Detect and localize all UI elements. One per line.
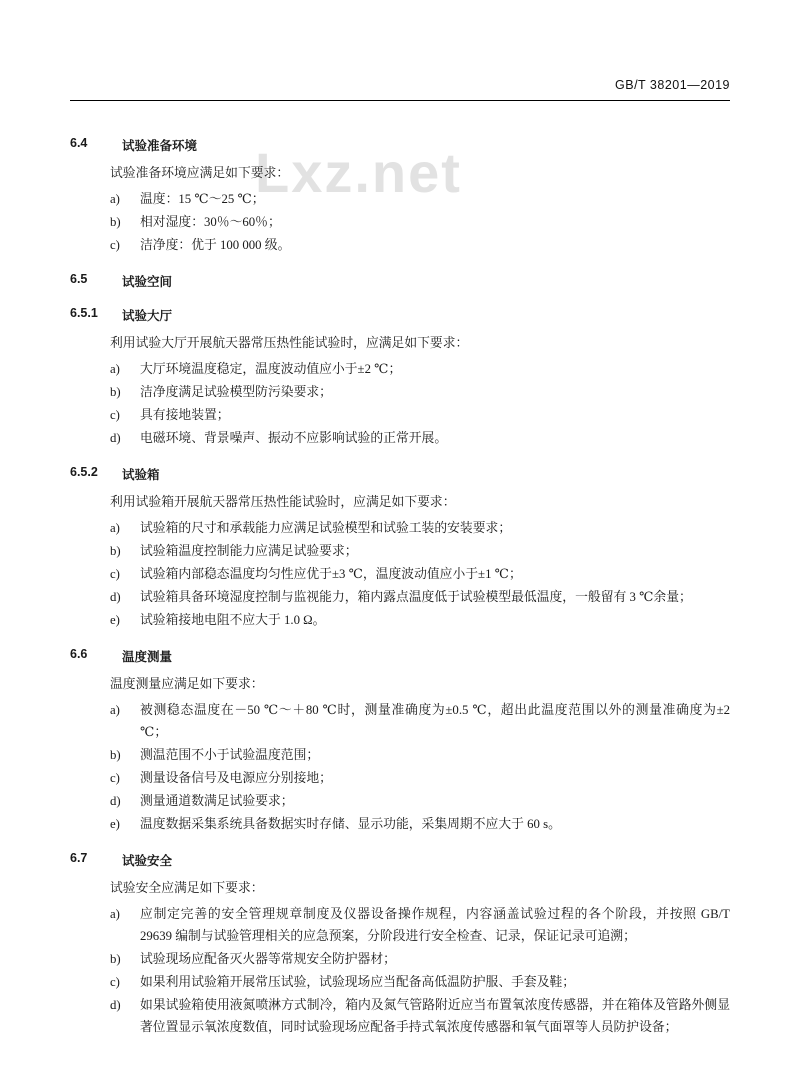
list-item-marker: d) [110,431,121,445]
list-item-text: 测量设备信号及电源应分别接地； [140,771,332,785]
list-item-text: 洁净度：优于 100 000 级。 [140,238,291,252]
list-item [110,358,730,380]
section-title: 温度测量 [122,650,173,664]
section-list [110,903,730,1038]
list-item-marker: d) [110,998,121,1012]
list-item-text: 应制定完善的安全管理规章制度及仪器设备操作规程，内容涵盖试验过程的各个阶段，并按照 GB/T 29639 编制与试验管理相关的应急预案，分阶段进行安全检查、记录，保证记录可追溯； [140,907,730,943]
section-heading [70,136,730,154]
section-list [110,699,730,835]
header-divider [70,100,730,101]
list-item-text: 如果试验箱使用液氮喷淋方式制冷，箱内及氮气管路附近应当布置氧浓度传感器，并在箱体及管路外侧显著位置显示氧浓度数值，同时试验现场应配备手持式氧浓度传感器和氧气面罩等人员防护设备； [140,998,730,1034]
list-item-marker: e) [110,817,120,831]
list-item [110,188,730,210]
list-item [110,427,730,449]
list-item [110,609,730,631]
list-item [110,381,730,403]
section-title: 试验大厅 [122,309,173,323]
section-list [110,358,730,449]
section-heading [70,272,730,290]
section-number: 6.4 [70,136,88,150]
list-item [110,994,730,1038]
list-item [110,744,730,766]
section-title: 试验准备环境 [122,139,198,153]
list-item-marker: c) [110,975,120,989]
list-item [110,586,730,608]
list-item-marker: a) [110,362,120,376]
section-intro: 试验安全应满足如下要求： [110,881,264,895]
list-item-marker: d) [110,794,121,808]
list-item-marker: b) [110,215,121,229]
section-list [110,517,730,631]
list-item-marker: a) [110,703,120,717]
list-item [110,971,730,993]
list-item-text: 温度数据采集系统具备数据实时存储、显示功能，采集周期不应大于 60 s。 [140,817,561,831]
list-item-text: 试验箱内部稳态温度均匀性应优于±3 ℃，温度波动值应小于±1 ℃； [140,567,522,581]
list-item-text: 被测稳态温度在－50 ℃～＋80 ℃时，测量准确度为±0.5 ℃，超出此温度范围以外的测量准确度为±2 ℃； [140,703,730,739]
watermark-text: Lxz.net [255,141,462,204]
list-item [110,517,730,539]
list-item-text: 试验箱温度控制能力应满足试验要求； [140,544,358,558]
section-title: 试验箱 [122,468,160,482]
list-item-text: 测温范围不小于试验温度范围； [140,748,320,762]
list-item [110,234,730,256]
list-item-text: 试验箱接地电阻不应大于 1.0 Ω。 [140,613,326,627]
document-body [70,120,730,1040]
section-intro: 温度测量应满足如下要求： [110,677,264,691]
list-item [110,699,730,743]
section-title: 试验安全 [122,854,173,868]
list-item-text: 电磁环境、背景噪声、振动不应影响试验的正常开展。 [140,431,448,445]
list-item [110,813,730,835]
section-heading [70,465,730,483]
section-title: 试验空间 [122,275,173,289]
section-number: 6.7 [70,851,88,865]
section-intro: 试验准备环境应满足如下要求： [110,166,290,180]
list-item-marker: b) [110,952,121,966]
section-intro: 利用试验大厅开展航天器常压热性能试验时，应满足如下要求： [110,336,469,350]
list-item-text: 试验箱的尺寸和承载能力应满足试验模型和试验工装的安装要求； [140,521,512,535]
section-list [110,188,730,256]
list-item-text: 温度：15 ℃～25 ℃； [140,192,265,206]
list-item [110,903,730,947]
list-item-marker: c) [110,567,120,581]
list-item [110,404,730,426]
list-item-marker: b) [110,385,121,399]
list-item-text: 如果利用试验箱开展常压试验，试验现场应当配备高低温防护服、手套及鞋； [140,975,576,989]
list-item [110,790,730,812]
section-number: 6.5.2 [70,465,98,479]
list-item-marker: c) [110,238,120,252]
list-item-marker: a) [110,907,120,921]
list-item [110,563,730,585]
list-item-text: 试验箱具备环境湿度控制与监视能力，箱内露点温度低于试验模型最低温度，一般留有 3 ℃余量； [140,590,692,604]
list-item [110,948,730,970]
list-item-marker: d) [110,590,121,604]
section-number: 6.5 [70,272,88,286]
list-item-marker: a) [110,192,120,206]
list-item-text: 大厅环境温度稳定，温度波动值应小于±2 ℃； [140,362,402,376]
list-item [110,767,730,789]
list-item-text: 相对湿度：30％～60％； [140,215,281,229]
section-heading [70,647,730,665]
section-heading [70,851,730,869]
section-number: 6.6 [70,647,88,661]
page-header-standard-number: GB/T 38201—2019 [615,78,730,92]
list-item-marker: a) [110,521,120,535]
list-item [110,211,730,233]
list-item [110,540,730,562]
list-item-marker: b) [110,544,121,558]
list-item-marker: b) [110,748,121,762]
list-item-marker: c) [110,408,120,422]
list-item-text: 测量通道数满足试验要求； [140,794,294,808]
section-heading [70,306,730,324]
list-item-marker: c) [110,771,120,785]
list-item-text: 洁净度满足试验模型防污染要求； [140,385,332,399]
section-intro: 利用试验箱开展航天器常压热性能试验时，应满足如下要求： [110,495,456,509]
list-item-text: 具有接地装置； [140,408,230,422]
list-item-text: 试验现场应配备灭火器等常规安全防护器材； [140,952,396,966]
list-item-marker: e) [110,613,120,627]
section-number: 6.5.1 [70,306,98,320]
